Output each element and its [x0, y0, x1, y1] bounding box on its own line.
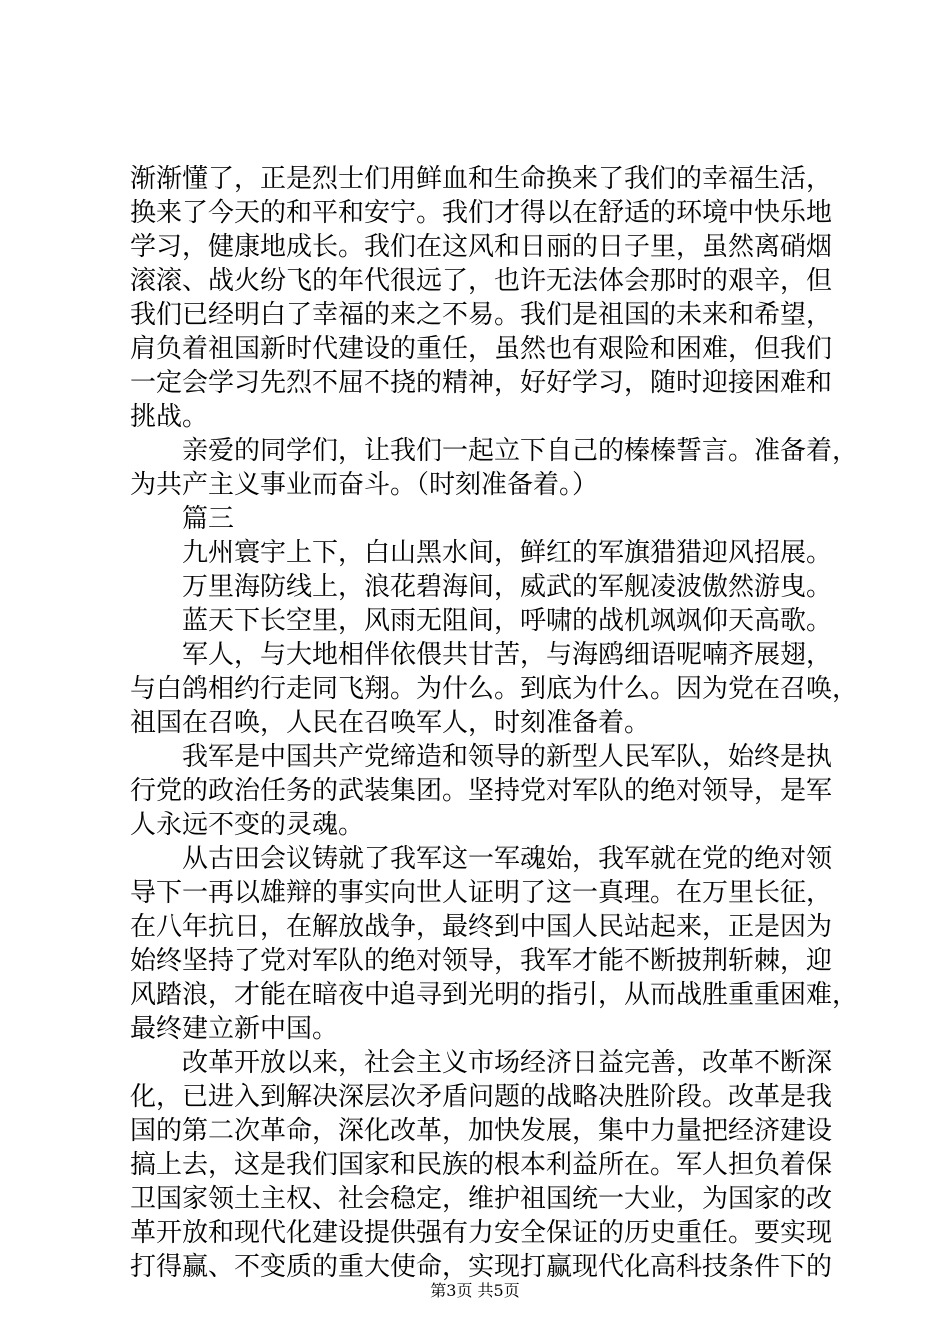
text-line: 始终坚持了党对军队的绝对领导，我军才能不断披荆斩棘，迎: [130, 946, 833, 976]
text-line: 亲爱的同学们，让我们一起立下自己的榛榛誓言。准备着，: [182, 436, 859, 466]
text-line: 从古田会议铸就了我军这一军魂始，我军就在党的绝对领: [182, 844, 833, 874]
text-line: 导下一再以雄辩的事实向世人证明了这一真理。在万里长征，: [130, 878, 833, 908]
document-body: [130, 162, 859, 1284]
text-line: 换来了今天的和平和安宁。我们才得以在舒适的环境中快乐地: [130, 198, 833, 228]
text-line: 渐渐懂了，正是烈士们用鲜血和生命换来了我们的幸福生活，: [130, 164, 833, 194]
text-line: 九州寰宇上下，白山黑水间，鲜红的军旗猎猎迎风招展。: [182, 538, 833, 568]
text-line: 搞上去，这是我们国家和民族的根本利益所在。军人担负着保: [130, 1150, 833, 1180]
text-line: 祖国在召唤，人民在召唤军人，时刻准备着。: [130, 708, 651, 738]
text-line: 蓝天下长空里，风雨无阻间，呼啸的战机飒飒仰天高歌。: [182, 606, 833, 636]
text-line: 打得赢、不变质的重大使命，实现打赢现代化高科技条件下的: [130, 1252, 833, 1282]
text-line: 最终建立新中国。: [130, 1014, 339, 1044]
text-line: 学习，健康地成长。我们在这风和日丽的日子里，虽然离硝烟: [130, 232, 833, 262]
text-line: 滚滚、战火纷飞的年代很远了，也许无法体会那时的艰辛，但: [130, 266, 833, 296]
text-line: 风踏浪，才能在暗夜中追寻到光明的指引，从而战胜重重困难，: [130, 980, 859, 1010]
text-line: 挑战。: [130, 402, 209, 432]
text-line: 为共产主义事业而奋斗。（时刻准备着。）: [130, 470, 599, 500]
text-line: 军人，与大地相伴依偎共甘苦，与海鸥细语呢喃齐展翅，: [182, 640, 833, 670]
text-line: 我军是中国共产党缔造和领导的新型人民军队，始终是执: [182, 742, 833, 772]
text-line: 卫国家领土主权、社会稳定，维护祖国统一大业，为国家的改: [130, 1184, 833, 1214]
text-line: 人永远不变的灵魂。: [130, 810, 365, 840]
text-line: 行党的政治任务的武装集团。坚持党对军队的绝对领导，是军: [130, 776, 833, 806]
text-line: 在八年抗日，在解放战争，最终到中国人民站起来，正是因为: [130, 912, 833, 942]
page-footer: 第3页 共5页: [430, 1281, 520, 1300]
text-line: 万里海防线上，浪花碧海间，威武的军舰凌波傲然游曳。: [182, 572, 833, 602]
text-line: 化，已进入到解决深层次矛盾问题的战略决胜阶段。改革是我: [130, 1082, 833, 1112]
text-line: 改革开放以来，社会主义市场经济日益完善，改革不断深: [182, 1048, 833, 1078]
text-line: 我们已经明白了幸福的来之不易。我们是祖国的未来和希望，: [130, 300, 833, 330]
text-line: 革开放和现代化建设提供强有力安全保证的历史重任。要实现: [130, 1218, 833, 1248]
text-line: 一定会学习先烈不屈不挠的精神，好好学习，随时迎接困难和: [130, 368, 833, 398]
text-line: 篇三: [182, 504, 235, 534]
text-line: 肩负着祖国新时代建设的重任，虽然也有艰险和困难，但我们: [130, 334, 833, 364]
text-line: 国的第二次革命，深化改革，加快发展，集中力量把经济建设: [130, 1116, 833, 1146]
text-line: 与白鸽相约行走同飞翔。为什么。到底为什么。因为党在召唤，: [130, 674, 859, 704]
